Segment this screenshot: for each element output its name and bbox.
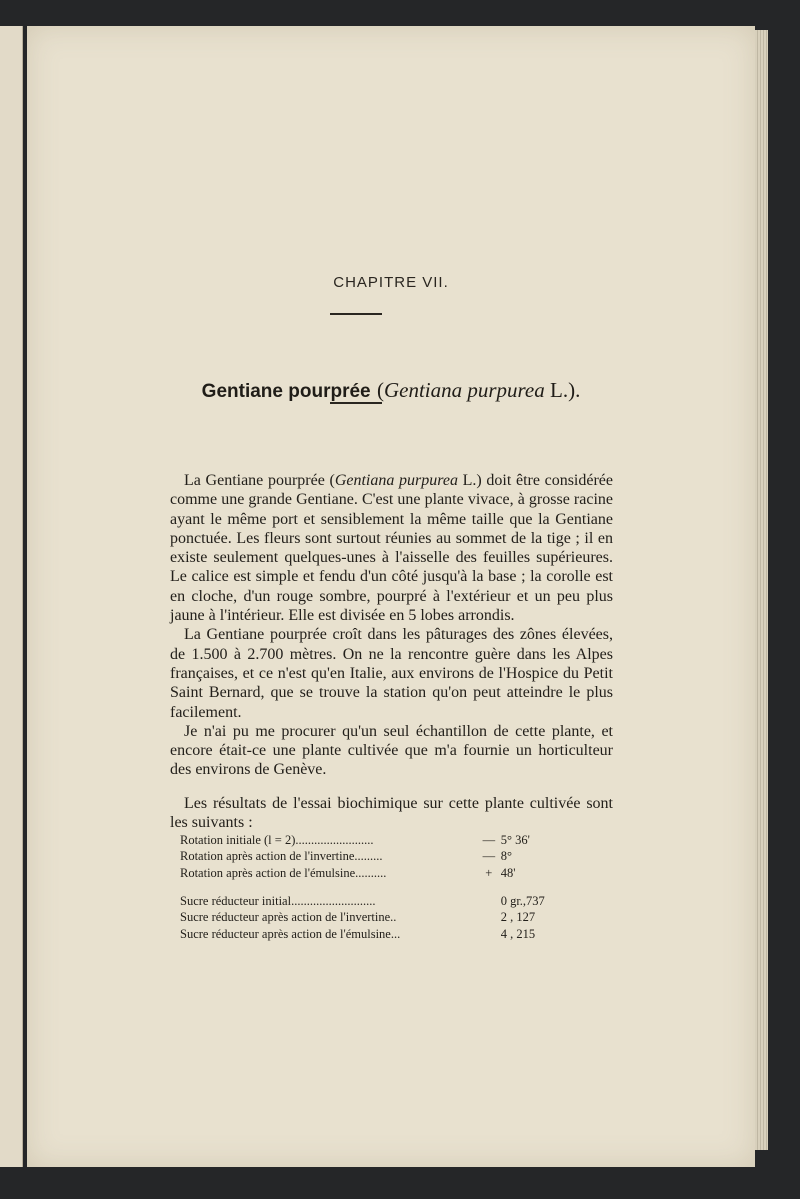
paragraph-results-intro: Les résultats de l'essai biochimique sur cette plante cultivée sont les suivants : bbox=[170, 794, 613, 832]
result-row: Sucre réducteur après action de l'émulsine... 4 , 215 bbox=[180, 926, 536, 941]
body-text bbox=[170, 471, 613, 832]
sugar-results bbox=[180, 893, 570, 942]
chapter-heading: CHAPITRE VII. bbox=[333, 274, 449, 291]
result-row: Rotation après action de l'émulsine.......... + 48' bbox=[180, 865, 516, 880]
facing-page-edge bbox=[0, 26, 23, 1167]
chapter-rule bbox=[330, 313, 382, 315]
book-page bbox=[27, 26, 755, 1167]
title-rule bbox=[330, 402, 382, 404]
title-latin-name: Gentiana purpurea bbox=[383, 378, 545, 402]
result-row: Rotation initiale (l = 2)......................... — 5° 36' bbox=[180, 833, 530, 847]
rotation-results bbox=[180, 832, 570, 881]
title-open-paren: ( bbox=[376, 378, 384, 402]
paragraph-habitat: La Gentiane pourprée croît dans les pâturages des zônes élevées, de 1.500 à 2.700 mètres. On ne la rencontre guère dans les Alpes françaises, et ce n'est qu'en Italie, aux environs de l'Hospice du Petit Saint Bernard, que se trouve la station qu'on peut atteindre le plus facilement. bbox=[170, 626, 613, 721]
paragraph-description: La Gentiane pourprée (Gentiana purpurea L.) doit être considérée comme une grande Gentiane. C'est une plante vivace, à grosse racine ayant le même port et sensiblement la même taille que la Gentiane ponctuée. Les fleurs sont surtout réunies au sommet de la tige ; il en existe seulement quelques-unes à l'aisselle des feuilles supérieures. Le calice est simple et fendu d'un côté jusqu'à la base ; la corolle est en cloche, d'un rouge sombre, pourpré à l'extérieur et un peu plus jaune à l'intérieur. Elle est divisée en 5 lobes arrondis. bbox=[170, 472, 614, 625]
title-author: L.). bbox=[544, 378, 581, 402]
page-title bbox=[27, 378, 755, 403]
result-row: Sucre réducteur après action de l'invertine.. 2 , 127 bbox=[180, 910, 536, 925]
result-row: Sucre réducteur initial........................... 0 gr.,737 bbox=[180, 894, 545, 908]
result-row: Rotation après action de l'invertine......... — 8° bbox=[180, 849, 512, 864]
title-common-name: Gentiane pourprée bbox=[201, 381, 371, 402]
paragraph-sample: Je n'ai pu me procurer qu'un seul échantillon de cette plante, et encore était-ce une plante cultivée que m'a fournie un horticulteur des environs de Genève. bbox=[170, 722, 613, 779]
